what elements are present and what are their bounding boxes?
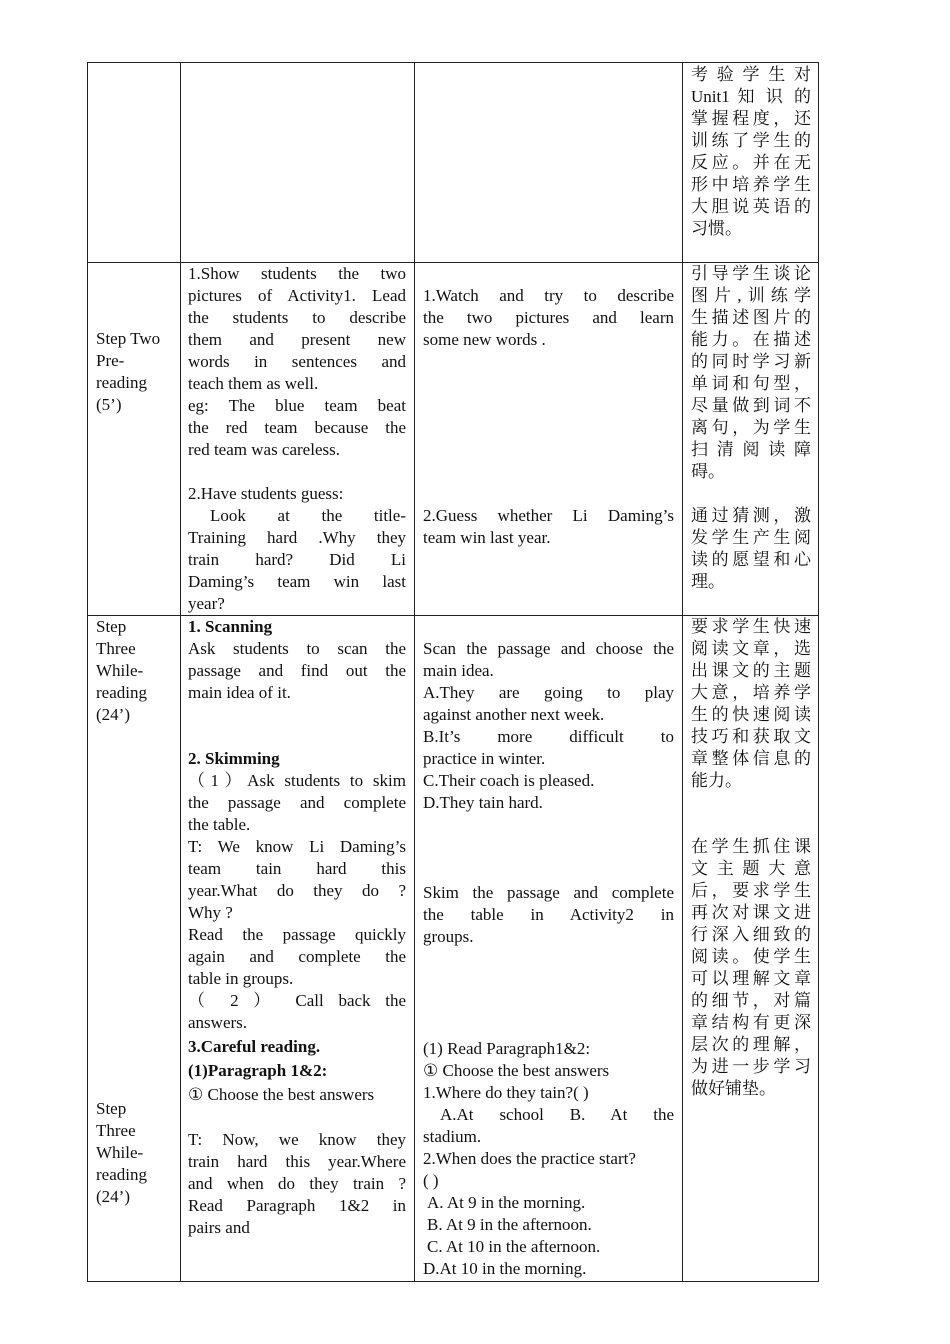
- text-line: and when do they train ?: [188, 1174, 406, 1193]
- text-line: 技巧和获取文: [691, 727, 811, 746]
- text-line: 为进一步学习: [691, 1057, 811, 1076]
- text-line: 理。: [691, 572, 725, 591]
- column-divider: [414, 63, 415, 1281]
- text-line: 章整体信息的: [691, 749, 811, 768]
- text-line: T: Now, we know they: [188, 1130, 406, 1149]
- text-line: ( ): [423, 1171, 439, 1190]
- text-line: 生描述图片的: [691, 308, 811, 327]
- text-line: again and complete the: [188, 947, 406, 966]
- text-line: red team was careless.: [188, 440, 340, 459]
- text-line: 生的快速阅读: [691, 705, 811, 724]
- text-line: 能力。: [691, 771, 742, 790]
- text-line: team tain hard this: [188, 859, 406, 878]
- text-line: 扫 清 阅 读 障: [691, 440, 811, 459]
- text-line: (5’): [96, 395, 122, 414]
- text-line: Step Two: [96, 329, 161, 348]
- text-line: 后，要求学生: [691, 881, 811, 900]
- text-line: 形中培养学生: [691, 175, 811, 194]
- text-line: While-: [96, 1143, 144, 1162]
- text-line: train hard? Did Li: [188, 550, 406, 569]
- text-line: the table.: [188, 815, 251, 834]
- text-line: Look at the title-: [210, 506, 406, 525]
- text-line: 能力。在描述: [691, 330, 811, 349]
- text-line: 习惯。: [691, 219, 742, 238]
- column-divider: [682, 63, 683, 1281]
- text-line: ① Choose the best answers: [188, 1085, 375, 1104]
- text-line: 离句，为学生: [691, 418, 811, 437]
- text-line: words in sentences and: [188, 352, 406, 371]
- text-line: year.What do they do ?: [188, 881, 406, 900]
- text-line: 2.Have students guess:: [188, 484, 344, 503]
- text-line: Ask students to scan the: [188, 639, 406, 658]
- text-line: D.They tain hard.: [423, 793, 543, 812]
- text-line: 考 验 学 生 对: [691, 65, 811, 84]
- text-line: Read Paragraph 1&2 in: [188, 1196, 406, 1215]
- text-line: answers.: [188, 1013, 248, 1032]
- text-line: table in groups.: [188, 969, 294, 988]
- text-line: 读的愿望和心: [691, 550, 811, 569]
- text-line: 图片,训练学: [691, 286, 811, 305]
- text-line: the two pictures and learn: [423, 308, 674, 327]
- text-line: Why ?: [188, 903, 233, 922]
- text-line: (1) Read Paragraph1&2:: [423, 1039, 591, 1058]
- text-line: against another next week.: [423, 705, 605, 724]
- text-line: 单词和句型，: [691, 374, 811, 393]
- text-line: 通过猜测，激: [691, 506, 811, 525]
- text-line: A. At 9 in the morning.: [427, 1193, 586, 1212]
- text-line: 引导学生谈论: [691, 264, 811, 283]
- text-line: practice in winter.: [423, 749, 546, 768]
- text-line: reading: [96, 1165, 147, 1184]
- text-line: D.At 10 in the morning.: [423, 1259, 587, 1278]
- text-line: the passage and complete: [188, 793, 406, 812]
- text-line: groups.: [423, 927, 474, 946]
- text-line: Daming’s team win last: [188, 572, 406, 591]
- text-line: 要求学生快速: [691, 617, 811, 636]
- text-line: (1)Paragraph 1&2:: [188, 1061, 328, 1080]
- text-line: the students to describe: [188, 308, 406, 327]
- text-line: the table in Activity2 in: [423, 905, 674, 924]
- text-line: C. At 10 in the afternoon.: [427, 1237, 601, 1256]
- text-line: 1.Show students the two: [188, 264, 406, 283]
- text-line: 行深入细致的: [691, 925, 811, 944]
- text-line: Read the passage quickly: [188, 925, 406, 944]
- text-line: 的同时学习新: [691, 352, 811, 371]
- text-line: pictures of Activity1. Lead: [188, 286, 406, 305]
- text-line: 1.Where do they tain?( ): [423, 1083, 589, 1102]
- text-line: (24’): [96, 705, 130, 724]
- text-line: 3.Careful reading.: [188, 1037, 321, 1056]
- text-line: Training hard .Why they: [188, 528, 406, 547]
- text-line: 做好铺垫。: [691, 1079, 776, 1098]
- text-line: While-: [96, 661, 144, 680]
- text-line: 2.Guess whether Li Daming’s: [423, 506, 674, 525]
- text-line: 1.Watch and try to describe: [423, 286, 674, 305]
- text-line: Scan the passage and choose the: [423, 639, 674, 658]
- column-divider: [180, 63, 181, 1281]
- text-line: 出课文的主题: [691, 661, 811, 680]
- text-line: pairs and: [188, 1218, 250, 1237]
- text-line: A.At school B. At the: [440, 1105, 674, 1124]
- text-line: 大胆说英语的: [691, 197, 811, 216]
- text-line: 2.When does the practice start?: [423, 1149, 636, 1168]
- text-line: 再次对课文进: [691, 903, 811, 922]
- text-line: 文 主 题 大 意: [691, 859, 811, 878]
- text-line: 1. Scanning: [188, 617, 273, 636]
- text-line: C.Their coach is pleased.: [423, 771, 595, 790]
- text-line: reading: [96, 683, 147, 702]
- text-line: stadium.: [423, 1127, 482, 1146]
- text-line: Three: [96, 639, 136, 658]
- text-line: 训练了学生的: [691, 131, 811, 150]
- text-line: （ 2 ） Call back the: [188, 991, 406, 1010]
- text-line: B. At 9 in the afternoon.: [427, 1215, 592, 1234]
- text-line: Unit1 知 识 的: [691, 87, 811, 106]
- text-line: (24’): [96, 1187, 130, 1206]
- text-line: （1）Ask students to skim: [188, 771, 406, 790]
- text-line: 反应。并在无: [691, 153, 811, 172]
- text-line: Step: [96, 1099, 127, 1118]
- text-line: main idea.: [423, 661, 494, 680]
- text-line: 尽量做到词不: [691, 396, 811, 415]
- text-line: 掌握程度，还: [691, 109, 811, 128]
- text-line: teach them as well.: [188, 374, 319, 393]
- text-line: Pre-: [96, 351, 125, 370]
- text-line: passage and find out the: [188, 661, 406, 680]
- text-line: Step: [96, 617, 127, 636]
- text-line: reading: [96, 373, 147, 392]
- text-line: train hard this year.Where: [188, 1152, 406, 1171]
- text-line: ① Choose the best answers: [423, 1061, 610, 1080]
- text-line: them and present new: [188, 330, 406, 349]
- text-line: eg: The blue team beat: [188, 396, 406, 415]
- text-line: 在学生抓住课: [691, 837, 811, 856]
- text-line: 章结构有更深: [691, 1013, 811, 1032]
- text-line: Three: [96, 1121, 136, 1140]
- text-line: Skim the passage and complete: [423, 883, 674, 902]
- text-line: A.They are going to play: [423, 683, 674, 702]
- text-line: 大意，培养学: [691, 683, 811, 702]
- text-line: 阅读。使学生: [691, 947, 811, 966]
- text-line: team win last year.: [423, 528, 551, 547]
- text-line: 2. Skimming: [188, 749, 280, 768]
- text-line: some new words .: [423, 330, 546, 349]
- text-line: year?: [188, 594, 225, 613]
- text-line: main idea of it.: [188, 683, 291, 702]
- text-line: T: We know Li Daming’s: [188, 837, 406, 856]
- text-line: the red team because the: [188, 418, 406, 437]
- text-line: 层次的理解，: [691, 1035, 811, 1054]
- text-line: 的细节，对篇: [691, 991, 811, 1010]
- text-line: 可以理解文章: [691, 969, 811, 988]
- text-line: B.It’s more difficult to: [423, 727, 674, 746]
- text-line: 发学生产生阅: [691, 528, 811, 547]
- text-line: 阅读文章，选: [691, 639, 811, 658]
- text-line: 碍。: [691, 462, 725, 481]
